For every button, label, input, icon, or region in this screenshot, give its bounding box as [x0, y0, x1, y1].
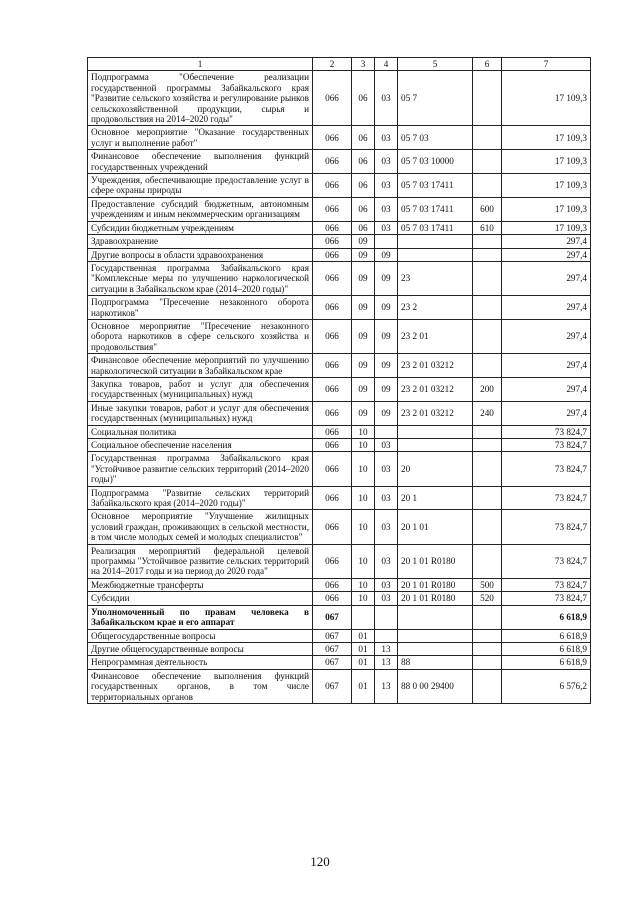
admin-code-cell: 066 — [313, 71, 352, 126]
subsection-cell: 09 — [375, 354, 398, 378]
expense-type-cell — [473, 174, 502, 198]
expense-type-cell — [473, 354, 502, 378]
subsection-cell: 03 — [375, 486, 398, 510]
expense-type-cell — [473, 71, 502, 126]
section-cell: 09 — [352, 401, 375, 425]
section-cell — [352, 605, 375, 629]
expense-type-cell: 600 — [473, 197, 502, 221]
expense-type-cell — [473, 629, 502, 642]
admin-code-cell: 066 — [313, 354, 352, 378]
row-name-cell: Подпрограмма "Обеспечение реализации государственной программы Забайкальского края "Развитие сельского хозяйства и регулирование рынков сельскохозяйственной продукции, сырья и продовольствия на 2014–2020 годы" — [88, 71, 313, 126]
section-cell: 09 — [352, 248, 375, 261]
admin-code-cell: 066 — [313, 261, 352, 295]
expense-type-cell — [473, 150, 502, 174]
section-cell: 10 — [352, 439, 375, 452]
table-row — [88, 248, 591, 261]
subsection-cell: 03 — [375, 197, 398, 221]
expense-type-cell — [473, 425, 502, 438]
row-name-cell: Реализация мероприятий федеральной целевой программы "Устойчивое развитие сельских территорий на 2014–2017 годы и на период до 2020 года" — [88, 544, 313, 578]
amount-cell: 17 109,3 — [502, 150, 591, 174]
row-name-cell: Другие общегосударственные вопросы — [88, 642, 313, 655]
expense-type-cell — [473, 656, 502, 669]
row-name-cell: Непрограммная деятельность — [88, 656, 313, 669]
target-article-cell — [398, 605, 473, 629]
budget-table — [87, 57, 591, 704]
target-article-cell: 23 2 01 03212 — [398, 377, 473, 401]
target-article-cell — [398, 235, 473, 248]
table-row — [88, 377, 591, 401]
amount-cell: 6 618,9 — [502, 629, 591, 642]
row-name-cell: Государственная программа Забайкальского края "Комплексные меры по улучшению наркологической ситуации в Забайкальском крае (2014–2020 годы)" — [88, 261, 313, 295]
amount-cell: 297,4 — [502, 354, 591, 378]
admin-code-cell: 066 — [313, 150, 352, 174]
row-name-cell: Финансовое обеспечение выполнения функций государственных учреждений — [88, 150, 313, 174]
section-cell: 01 — [352, 656, 375, 669]
target-article-cell: 20 — [398, 452, 473, 486]
table-row — [88, 401, 591, 425]
subsection-cell: 09 — [375, 401, 398, 425]
amount-cell: 73 824,7 — [502, 439, 591, 452]
row-name-cell: Социальное обеспечение населения — [88, 439, 313, 452]
section-cell: 01 — [352, 642, 375, 655]
section-cell: 10 — [352, 578, 375, 591]
admin-code-cell: 067 — [313, 605, 352, 629]
admin-code-cell: 066 — [313, 510, 352, 544]
expense-type-cell — [473, 605, 502, 629]
row-name-cell: Субсидии — [88, 592, 313, 605]
amount-cell: 297,4 — [502, 261, 591, 295]
section-cell: 10 — [352, 510, 375, 544]
target-article-cell — [398, 642, 473, 655]
table-row — [88, 544, 591, 578]
admin-code-cell: 066 — [313, 377, 352, 401]
target-article-cell: 05 7 — [398, 71, 473, 126]
target-article-cell: 88 0 00 29400 — [398, 669, 473, 703]
table-row — [88, 221, 591, 234]
target-article-cell: 05 7 03 17411 — [398, 221, 473, 234]
row-name-cell: Межбюджетные трансферты — [88, 578, 313, 591]
expense-type-cell — [473, 248, 502, 261]
row-name-cell: Закупка товаров, работ и услуг для обеспечения государственных (муниципальных) нужд — [88, 377, 313, 401]
header-cell: 6 — [473, 58, 502, 71]
admin-code-cell: 067 — [313, 669, 352, 703]
subsection-cell — [375, 425, 398, 438]
section-cell: 10 — [352, 425, 375, 438]
row-name-cell: Иные закупки товаров, работ и услуг для обеспечения государственных (муниципальных) нужд — [88, 401, 313, 425]
subsection-cell: 03 — [375, 126, 398, 150]
admin-code-cell: 066 — [313, 592, 352, 605]
subsection-cell — [375, 235, 398, 248]
header-cell: 5 — [398, 58, 473, 71]
expense-type-cell: 520 — [473, 592, 502, 605]
subsection-cell: 13 — [375, 656, 398, 669]
expense-type-cell — [473, 235, 502, 248]
row-name-cell: Уполномоченный по правам человека в Забайкальском крае и его аппарат — [88, 605, 313, 629]
amount-cell: 297,4 — [502, 319, 591, 353]
amount-cell: 73 824,7 — [502, 544, 591, 578]
expense-type-cell: 200 — [473, 377, 502, 401]
subsection-cell: 09 — [375, 248, 398, 261]
admin-code-cell: 066 — [313, 235, 352, 248]
admin-code-cell: 066 — [313, 126, 352, 150]
row-name-cell: Другие вопросы в области здравоохранения — [88, 248, 313, 261]
expense-type-cell — [473, 439, 502, 452]
section-cell: 06 — [352, 71, 375, 126]
admin-code-cell: 067 — [313, 642, 352, 655]
target-article-cell — [398, 439, 473, 452]
row-name-cell: Подпрограмма "Пресечение незаконного оборота наркотиков" — [88, 296, 313, 320]
expense-type-cell: 240 — [473, 401, 502, 425]
table-row — [88, 452, 591, 486]
row-name-cell: Финансовое обеспечение мероприятий по улучшению наркологической ситуации в Забайкальском крае — [88, 354, 313, 378]
section-cell: 09 — [352, 377, 375, 401]
target-article-cell: 05 7 03 17411 — [398, 197, 473, 221]
section-cell: 06 — [352, 197, 375, 221]
admin-code-cell: 066 — [313, 578, 352, 591]
subsection-cell: 03 — [375, 578, 398, 591]
admin-code-cell: 066 — [313, 544, 352, 578]
target-article-cell — [398, 629, 473, 642]
row-name-cell: Субсидии бюджетным учреждениям — [88, 221, 313, 234]
target-article-cell: 23 2 01 03212 — [398, 401, 473, 425]
expense-type-cell — [473, 126, 502, 150]
target-article-cell — [398, 248, 473, 261]
admin-code-cell: 066 — [313, 452, 352, 486]
amount-cell: 6 618,9 — [502, 605, 591, 629]
table-row — [88, 319, 591, 353]
expense-type-cell — [473, 642, 502, 655]
admin-code-cell: 066 — [313, 425, 352, 438]
row-name-cell: Здравоохранение — [88, 235, 313, 248]
subsection-cell: 09 — [375, 296, 398, 320]
section-cell: 09 — [352, 296, 375, 320]
subsection-cell: 03 — [375, 452, 398, 486]
admin-code-cell: 066 — [313, 296, 352, 320]
amount-cell: 17 109,3 — [502, 221, 591, 234]
table-row — [88, 197, 591, 221]
expense-type-cell — [473, 261, 502, 295]
row-name-cell: Подпрограмма "Развитие сельских территорий Забайкальского края (2014–2020 годы)" — [88, 486, 313, 510]
expense-type-cell — [473, 669, 502, 703]
admin-code-cell: 066 — [313, 197, 352, 221]
section-cell: 06 — [352, 126, 375, 150]
table-row — [88, 656, 591, 669]
expense-type-cell — [473, 296, 502, 320]
header-cell: 3 — [352, 58, 375, 71]
expense-type-cell — [473, 510, 502, 544]
row-name-cell: Общегосударственные вопросы — [88, 629, 313, 642]
table-header-row — [88, 58, 591, 71]
table-row — [88, 642, 591, 655]
header-cell: 2 — [313, 58, 352, 71]
subsection-cell: 03 — [375, 174, 398, 198]
subsection-cell: 09 — [375, 319, 398, 353]
target-article-cell: 05 7 03 — [398, 126, 473, 150]
amount-cell: 17 109,3 — [502, 197, 591, 221]
section-cell: 09 — [352, 235, 375, 248]
section-cell: 09 — [352, 354, 375, 378]
target-article-cell: 20 1 — [398, 486, 473, 510]
amount-cell: 297,4 — [502, 235, 591, 248]
amount-cell: 17 109,3 — [502, 126, 591, 150]
section-cell: 06 — [352, 174, 375, 198]
subsection-cell — [375, 629, 398, 642]
amount-cell: 297,4 — [502, 377, 591, 401]
header-cell: 7 — [502, 58, 591, 71]
table-row — [88, 605, 591, 629]
subsection-cell: 13 — [375, 669, 398, 703]
admin-code-cell: 066 — [313, 439, 352, 452]
target-article-cell: 23 2 — [398, 296, 473, 320]
table-row — [88, 126, 591, 150]
section-cell: 10 — [352, 592, 375, 605]
target-article-cell: 23 2 01 03212 — [398, 354, 473, 378]
expense-type-cell — [473, 319, 502, 353]
table-row — [88, 486, 591, 510]
target-article-cell: 88 — [398, 656, 473, 669]
table-row — [88, 261, 591, 295]
subsection-cell: 03 — [375, 150, 398, 174]
expense-type-cell: 500 — [473, 578, 502, 591]
subsection-cell: 03 — [375, 510, 398, 544]
amount-cell: 6 618,9 — [502, 642, 591, 655]
expense-type-cell — [473, 486, 502, 510]
amount-cell: 73 824,7 — [502, 425, 591, 438]
target-article-cell: 20 1 01 R0180 — [398, 592, 473, 605]
amount-cell: 17 109,3 — [502, 71, 591, 126]
section-cell: 09 — [352, 261, 375, 295]
target-article-cell — [398, 425, 473, 438]
amount-cell: 73 824,7 — [502, 592, 591, 605]
amount-cell: 297,4 — [502, 296, 591, 320]
admin-code-cell: 067 — [313, 629, 352, 642]
admin-code-cell: 066 — [313, 401, 352, 425]
row-name-cell: Основное мероприятие "Улучшение жилищных условий граждан, проживающих в сельской местности, в том числе молодых семей и молодых специалистов" — [88, 510, 313, 544]
admin-code-cell: 066 — [313, 221, 352, 234]
target-article-cell: 20 1 01 — [398, 510, 473, 544]
amount-cell: 73 824,7 — [502, 578, 591, 591]
subsection-cell: 03 — [375, 221, 398, 234]
section-cell: 06 — [352, 221, 375, 234]
header-cell: 1 — [88, 58, 313, 71]
table-row — [88, 150, 591, 174]
admin-code-cell: 066 — [313, 174, 352, 198]
header-cell: 4 — [375, 58, 398, 71]
subsection-cell: 09 — [375, 261, 398, 295]
table-row — [88, 510, 591, 544]
row-name-cell: Основное мероприятие "Пресечение незаконного оборота наркотиков в сфере сельского хозяйства и продовольствия" — [88, 319, 313, 353]
subsection-cell: 03 — [375, 71, 398, 126]
subsection-cell — [375, 605, 398, 629]
table-row — [88, 629, 591, 642]
section-cell: 10 — [352, 452, 375, 486]
admin-code-cell: 066 — [313, 486, 352, 510]
expense-type-cell: 610 — [473, 221, 502, 234]
row-name-cell: Финансовое обеспечение выполнения функций государственных органов, в том числе территориальных органов — [88, 669, 313, 703]
subsection-cell: 03 — [375, 544, 398, 578]
table-row — [88, 235, 591, 248]
target-article-cell: 20 1 01 R0180 — [398, 578, 473, 591]
target-article-cell: 05 7 03 10000 — [398, 150, 473, 174]
row-name-cell: Государственная программа Забайкальского края "Устойчивое развитие сельских территорий (2014–2020 годы)" — [88, 452, 313, 486]
table-row — [88, 578, 591, 591]
amount-cell: 6 618,9 — [502, 656, 591, 669]
amount-cell: 73 824,7 — [502, 486, 591, 510]
page-number: 120 — [310, 854, 330, 869]
row-name-cell: Учреждения, обеспечивающие предоставление услуг в сфере охраны природы — [88, 174, 313, 198]
target-article-cell: 23 — [398, 261, 473, 295]
amount-cell: 297,4 — [502, 401, 591, 425]
expense-type-cell — [473, 452, 502, 486]
table-row — [88, 439, 591, 452]
target-article-cell: 23 2 01 — [398, 319, 473, 353]
subsection-cell: 13 — [375, 642, 398, 655]
table-row — [88, 71, 591, 126]
table-row — [88, 669, 591, 703]
section-cell: 10 — [352, 544, 375, 578]
section-cell: 01 — [352, 669, 375, 703]
admin-code-cell: 067 — [313, 656, 352, 669]
target-article-cell: 05 7 03 17411 — [398, 174, 473, 198]
table-row — [88, 592, 591, 605]
subsection-cell: 03 — [375, 592, 398, 605]
amount-cell: 6 576,2 — [502, 669, 591, 703]
row-name-cell: Основное мероприятие "Оказание государственных услуг и выполнение работ" — [88, 126, 313, 150]
table-row — [88, 354, 591, 378]
admin-code-cell: 066 — [313, 248, 352, 261]
admin-code-cell: 066 — [313, 319, 352, 353]
subsection-cell: 09 — [375, 377, 398, 401]
section-cell: 09 — [352, 319, 375, 353]
table-row — [88, 425, 591, 438]
section-cell: 10 — [352, 486, 375, 510]
expense-type-cell — [473, 544, 502, 578]
table-row — [88, 174, 591, 198]
amount-cell: 297,4 — [502, 248, 591, 261]
amount-cell: 17 109,3 — [502, 174, 591, 198]
table-row — [88, 296, 591, 320]
row-name-cell: Предоставление субсидий бюджетным, автономным учреждениям и иным некоммерческим организациям — [88, 197, 313, 221]
subsection-cell: 03 — [375, 439, 398, 452]
amount-cell: 73 824,7 — [502, 510, 591, 544]
amount-cell: 73 824,7 — [502, 452, 591, 486]
row-name-cell: Социальная политика — [88, 425, 313, 438]
target-article-cell: 20 1 01 R0180 — [398, 544, 473, 578]
section-cell: 01 — [352, 629, 375, 642]
section-cell: 06 — [352, 150, 375, 174]
